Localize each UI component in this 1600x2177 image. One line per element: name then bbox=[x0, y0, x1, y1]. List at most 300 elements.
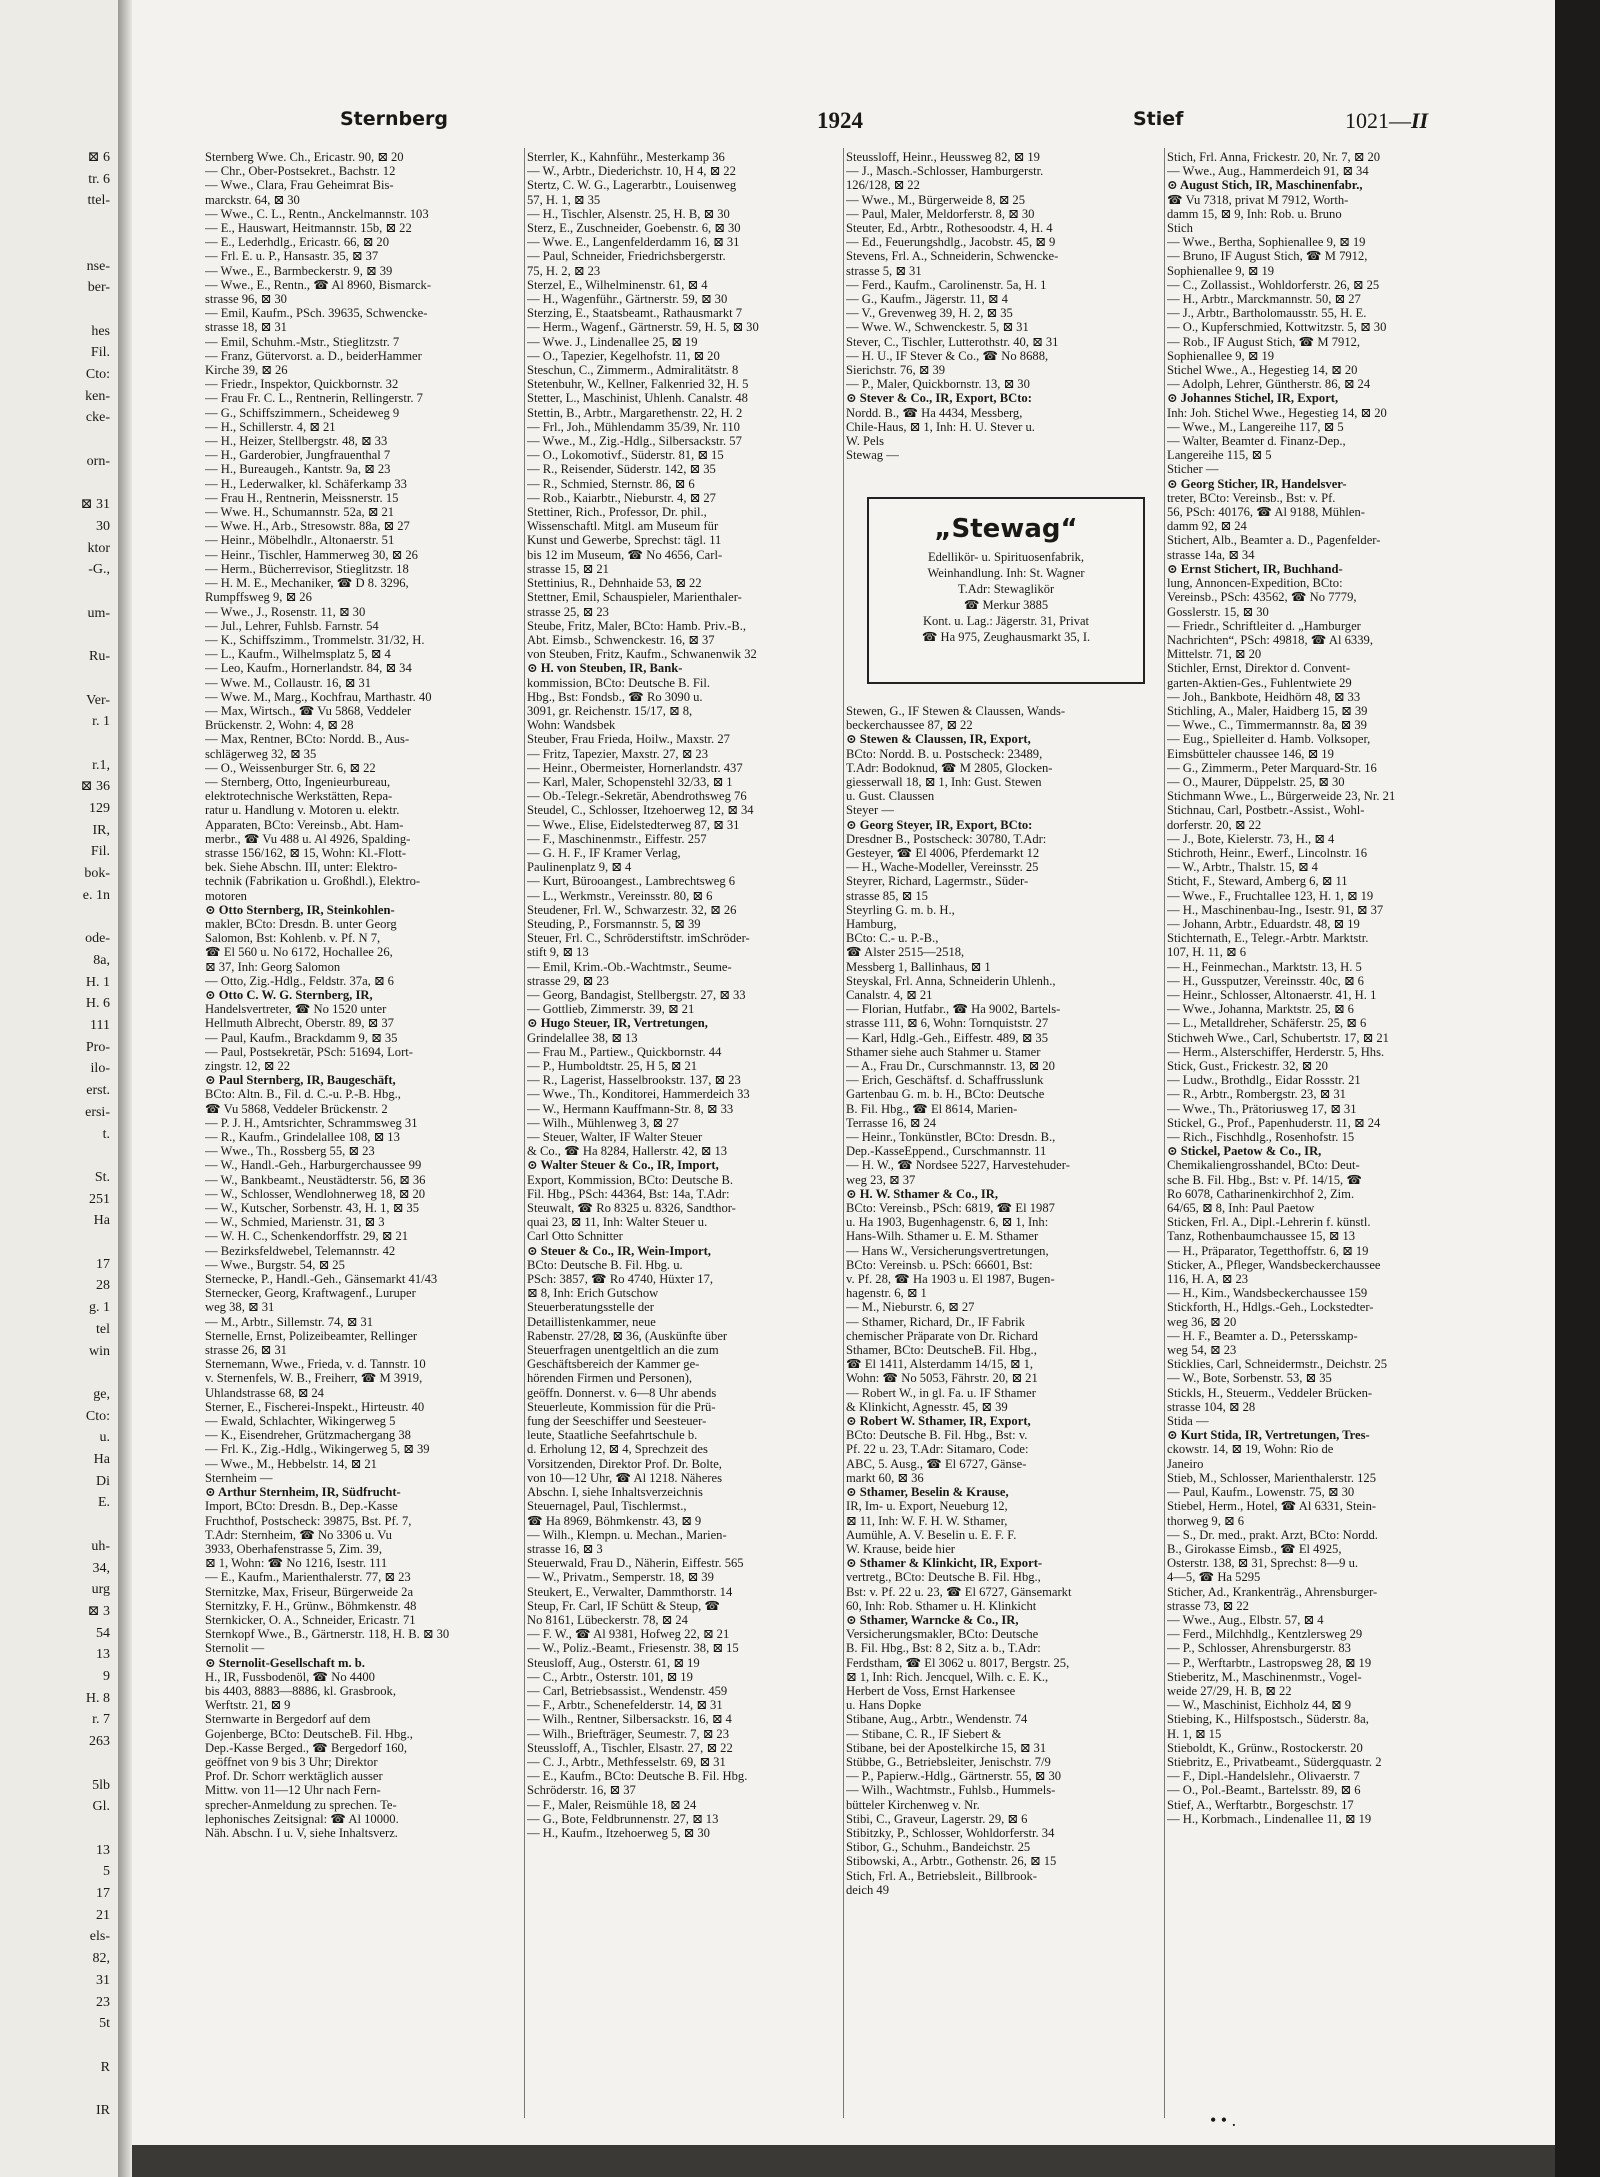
directory-entry: Stickforth, H., Hdlgs.-Geh., Lockstedter- bbox=[1167, 1300, 1374, 1315]
directory-entry: thorweg 9, ⊠ 6 bbox=[1167, 1513, 1245, 1528]
directory-entry: — Ewald, Schlachter, Wikingerweg 5 bbox=[205, 1414, 396, 1429]
directory-entry: Dresdner B., Postscheck: 30780, T.Adr: bbox=[846, 831, 1047, 846]
directory-entry: weg 38, ⊠ 31 bbox=[205, 1300, 275, 1315]
directory-entry: Näh. Abschn. I u. V, siehe Inhaltsverz. bbox=[205, 1825, 398, 1840]
directory-entry: — W., Schmied, Marienstr. 31, ⊠ 3 bbox=[205, 1215, 385, 1230]
previous-page-fragment: Ha bbox=[93, 1213, 110, 1229]
directory-entry: strasse 15, ⊠ 21 bbox=[527, 561, 609, 576]
directory-entry: geöffnet von 9 bis 3 Uhr; Direktor bbox=[205, 1754, 378, 1769]
directory-entry: treter, BCto: Vereinsb., Bst: v. Pf. bbox=[1167, 490, 1336, 505]
directory-entry bbox=[846, 690, 1164, 704]
directory-entry: Stichert, Alb., Beamter a. D., Pagenfelder- bbox=[1167, 533, 1381, 548]
previous-page-fragment: Ru- bbox=[89, 649, 110, 665]
directory-entry: ☎ El 1411, Alsterdamm 14/15, ⊠ 1, bbox=[846, 1357, 1034, 1372]
directory-entry: lephonisches Zeitsignal: ☎ Al 10000. bbox=[205, 1811, 399, 1826]
directory-entry: u. Gust. Claussen bbox=[846, 789, 935, 804]
directory-entry: — O., Pol.-Beamt., Bartelsstr. 89, ⊠ 6 bbox=[1167, 1783, 1361, 1798]
directory-entry: bek. Siehe Abschn. III, unter: Elektro- bbox=[205, 860, 398, 875]
directory-entry: Stettner, Emil, Schauspieler, Marienthaler- bbox=[527, 590, 742, 605]
header-left-name: Sternberg bbox=[340, 108, 449, 130]
directory-entry: — Wwe., E., Barmbeckerstr. 9, ⊠ 39 bbox=[205, 263, 393, 278]
directory-entry: strasse 18, ⊠ 31 bbox=[205, 320, 287, 335]
directory-entry: Steusloff, Aug., Osterstr. 61, ⊠ 19 bbox=[527, 1655, 700, 1670]
directory-entry: Export, Kommission, BCto: Deutsche B. bbox=[527, 1172, 734, 1187]
previous-page-fragment: 17 bbox=[96, 1886, 110, 1901]
previous-page-fragment: 31 bbox=[96, 1972, 110, 1988]
directory-entry: Stichweh Wwe., Carl, Schubertstr. 17, ⊠ 21 bbox=[1167, 1030, 1389, 1045]
directory-entry: Sternemann, Wwe., Frieda, v. d. Tannstr. 10 bbox=[205, 1357, 426, 1372]
directory-entry: — Paul, Schneider, Friedrichsbergerstr. bbox=[527, 249, 726, 264]
directory-entry: — H., Heizer, Stellbergstr. 48, ⊠ 33 bbox=[205, 434, 388, 449]
directory-entry: BCto: C.- u. P.-B., bbox=[846, 931, 939, 946]
directory-entry: — A., Frau Dr., Curschmannstr. 13, ⊠ 20 bbox=[846, 1059, 1055, 1073]
directory-entry: — H., Gussputzer, Vereinsstr. 40c, ⊠ 6 bbox=[1167, 973, 1364, 988]
directory-entry: Apparaten, BCto: Vereinsb., Abt. Ham- bbox=[205, 817, 404, 832]
directory-entry: — O., Maurer, Düppelstr. 25, ⊠ 30 bbox=[1167, 774, 1345, 789]
directory-entry: — R., Kaufm., Grindelallee 108, ⊠ 13 bbox=[205, 1130, 400, 1145]
previous-page-fragment: 5 bbox=[103, 1864, 110, 1880]
directory-entry: Prof. Dr. Schorr werktäglich ausser bbox=[205, 1769, 383, 1784]
directory-entry: Stickls, H., Steuerm., Veddeler Brücken- bbox=[1167, 1385, 1373, 1400]
directory-entry: Sterrler, K., Kahnführ., Mesterkamp 36 bbox=[527, 150, 725, 164]
directory-entry: ⊠ 37, Inh: Georg Salomon bbox=[205, 959, 341, 974]
directory-entry: damm 92, ⊠ 24 bbox=[1167, 519, 1247, 534]
directory-entry: ⊠ 8, Inh: Erich Gutschow bbox=[527, 1286, 659, 1301]
directory-entry: — Kurt, Bürooangest., Lambrechtsweg 6 bbox=[527, 874, 736, 889]
directory-entry: — O., Tapezier, Kegelhofstr. 11, ⊠ 20 bbox=[527, 348, 720, 363]
directory-column-1 bbox=[205, 150, 523, 1840]
directory-entry: lung, Annoncen-Expedition, BCto: bbox=[1167, 576, 1343, 591]
directory-entry: Vereinsb., PSch: 43562, ☎ No 7779, bbox=[1167, 590, 1357, 605]
previous-page-fragment: ken- bbox=[85, 388, 110, 404]
directory-entry: ☎ Alster 2515—2518, bbox=[846, 945, 965, 960]
directory-entry: — Wwe. E., Langenfelderdamm 16, ⊠ 31 bbox=[527, 235, 740, 250]
directory-entry: — H., Kaufm., Itzehoerweg 5, ⊠ 30 bbox=[527, 1825, 710, 1840]
column-rule bbox=[1164, 148, 1165, 2118]
previous-page-fragment: ge, bbox=[93, 1386, 110, 1402]
directory-entry: geöffn. Donnerst. v. 6—8 Uhr abends bbox=[527, 1385, 717, 1400]
directory-entry: Rabenstr. 27/28, ⊠ 36, (Auskünfte über bbox=[527, 1328, 728, 1343]
directory-entry: Hans-Wilh. Sthamer u. E. M. Sthamer bbox=[846, 1229, 1039, 1244]
directory-entry: — Wwe., E., Rentn., ☎ Al 8960, Bismarck- bbox=[205, 277, 432, 292]
directory-entry: Paulinenplatz 9, ⊠ 4 bbox=[527, 860, 632, 875]
directory-entry: strasse 156/162, ⊠ 15, Wohn: Kl.-Flott- bbox=[205, 845, 407, 860]
previous-page-fragment: 34, bbox=[92, 1560, 110, 1576]
directory-entry: Osterstr. 138, ⊠ 31, Sprechst: 8—9 u. bbox=[1167, 1556, 1359, 1571]
directory-entry: Gosslerstr. 15, ⊠ 30 bbox=[1167, 604, 1269, 619]
directory-entry: Schröderstr. 16, ⊠ 37 bbox=[527, 1783, 636, 1798]
directory-entry: ⊙ Otto C. W. G. Sternberg, IR, bbox=[205, 987, 373, 1002]
directory-entry: W. Pels bbox=[846, 434, 885, 449]
directory-entry: motoren bbox=[205, 888, 247, 903]
directory-entry: hörenden Firmen und Personen), bbox=[527, 1371, 693, 1386]
directory-entry: BCto: Deutsche B. Fil. Hbg. u. bbox=[527, 1257, 683, 1272]
directory-entry: ⊙ August Stich, IR, Maschinenfabr., bbox=[1167, 178, 1363, 193]
ad-line: Edellikör- u. Spirituosenfabrik, bbox=[928, 550, 1084, 564]
directory-entry: Inh: Joh. Stichel Wwe., Hegestieg 14, ⊠ 20 bbox=[1167, 405, 1387, 420]
directory-entry: ⊙ Sthamer, Beselin & Krause, bbox=[846, 1485, 1009, 1500]
directory-entry: Stewen, G., IF Stewen & Claussen, Wands- bbox=[846, 703, 1066, 718]
directory-entry: ⊙ Sthamer & Klinkicht, IR, Export- bbox=[846, 1556, 1043, 1571]
directory-entry: Stettiner, Rich., Professor, Dr. phil., bbox=[527, 505, 707, 520]
directory-entry: Sticklies, Carl, Schneidermstr., Deichstr. 25 bbox=[1167, 1357, 1388, 1372]
directory-entry: — G., Kaufm., Jägerstr. 11, ⊠ 4 bbox=[846, 292, 1008, 307]
previous-page-fragment: 54 bbox=[96, 1625, 110, 1641]
directory-entry: damm 15, ⊠ 9, Inh: Rob. u. Bruno bbox=[1167, 206, 1342, 221]
directory-entry: weg 23, ⊠ 37 bbox=[846, 1172, 916, 1187]
directory-entry: Steschun, C., Zimmerm., Admiralitätstr. 8 bbox=[527, 363, 739, 378]
directory-entry: Sternelle, Ernst, Polizeibeamter, Rellinger bbox=[205, 1328, 418, 1343]
directory-entry: Sthamer siehe auch Stahmer u. Stamer bbox=[846, 1044, 1041, 1059]
directory-entry: Sterner, E., Fischerei-Inspekt., Hirteustr. 40 bbox=[205, 1399, 425, 1414]
directory-entry: — H., Maschinenbau-Ing., Isestr. 91, ⊠ 37 bbox=[1167, 902, 1384, 917]
directory-entry: Gojenberge, BCto: DeutscheB. Fil. Hbg., bbox=[205, 1726, 413, 1741]
directory-entry: — Wilh., Rentner, Silbersackstr. 16, ⊠ 4 bbox=[527, 1712, 732, 1727]
directory-entry: — Wwe. M., Marg., Kochfrau, Marthastr. 40 bbox=[205, 689, 432, 704]
directory-entry: Sophienallee 9, ⊠ 19 bbox=[1167, 348, 1275, 363]
directory-entry: v. Sternenfels, W. B., Freiherr, ☎ M 3919, bbox=[205, 1371, 423, 1386]
previous-page-fragment: 13 bbox=[96, 1842, 110, 1858]
directory-entry: Grindelallee 38, ⊠ 13 bbox=[527, 1030, 638, 1045]
directory-entry: ⊙ Otto Sternberg, IR, Steinkohlen- bbox=[205, 902, 395, 917]
directory-entry: — F., Arbtr., Schenefelderstr. 14, ⊠ 31 bbox=[527, 1698, 723, 1713]
directory-entry: — J., Arbtr., Bartholomausstr. 55, H. E. bbox=[1167, 306, 1367, 321]
directory-entry: Sterz, E., Zuschneider, Goebenstr. 6, ⊠ 30 bbox=[527, 221, 741, 236]
directory-entry: — Georg, Bandagist, Stellbergstr. 27, ⊠ 33 bbox=[527, 987, 746, 1002]
previous-page-fragment: 28 bbox=[96, 1278, 110, 1294]
previous-page-fragment: 82, bbox=[92, 1951, 110, 1967]
directory-entry: Stiebritz, E., Privatbeamt., Südergquastr. 2 bbox=[1167, 1754, 1382, 1769]
directory-entry: Wissenschaftl. Mitgl. am Museum für bbox=[527, 519, 719, 534]
directory-entry: — W., Kutscher, Sorbenstr. 43, H. 1, ⊠ 35 bbox=[205, 1201, 419, 1216]
directory-entry: Mittelstr. 71, ⊠ 20 bbox=[1167, 647, 1262, 662]
directory-entry: 64/65, ⊠ 8, Inh: Paul Paetow bbox=[1167, 1201, 1315, 1216]
previous-page-edge bbox=[0, 0, 118, 2177]
directory-entry: — Wwe., Johanna, Marktstr. 25, ⊠ 6 bbox=[1167, 1002, 1354, 1017]
directory-entry: — Paul, Kaufm., Lowenstr. 75, ⊠ 30 bbox=[1167, 1485, 1355, 1500]
directory-entry: — P., Humboldtstr. 25, H 5, ⊠ 21 bbox=[527, 1059, 698, 1073]
directory-entry: — R., Reisender, Süderstr. 142, ⊠ 35 bbox=[527, 462, 716, 477]
directory-entry: — W., Bote, Sorbenstr. 53, ⊠ 35 bbox=[1167, 1371, 1332, 1386]
directory-entry: — Karl, Maler, Schopenstehl 32/33, ⊠ 1 bbox=[527, 774, 733, 789]
directory-entry: 3091, gr. Reichenstr. 15/17, ⊠ 8, bbox=[527, 703, 693, 718]
directory-entry: — Wwe., M., Zig.-Hdlg., Silbersackstr. 57 bbox=[527, 434, 742, 449]
previous-page-fragment: um- bbox=[87, 605, 110, 621]
directory-entry: — Wilh., Briefträger, Seumestr. 7, ⊠ 23 bbox=[527, 1726, 730, 1741]
directory-entry: ratur u. Handlung v. Motoren u. elektr. bbox=[205, 803, 400, 818]
directory-entry: elektrotechnische Werkstätten, Repa- bbox=[205, 789, 393, 804]
directory-entry: — Herm., Wagenf., Gärtnerstr. 59, H. 5, ⊠ 30 bbox=[527, 320, 759, 335]
previous-page-fragment: ktor bbox=[87, 540, 110, 556]
previous-page-fragment: Cto: bbox=[85, 367, 110, 382]
previous-page-fragment: Fil. bbox=[90, 844, 110, 860]
directory-entry: Stettin, B., Arbtr., Margarethenstr. 22, H. 2 bbox=[527, 405, 743, 420]
previous-page-fragment: ber- bbox=[87, 280, 110, 296]
directory-entry: B. Fil. Hbg., Bst: 8 2, Sitz a. b., T.Adr: bbox=[846, 1641, 1041, 1656]
directory-entry: Sternkopf Wwe., B., Gärtnerstr. 118, H. B. ⊠ 30 bbox=[205, 1627, 450, 1642]
directory-entry: chemischer Präparate von Dr. Richard bbox=[846, 1328, 1038, 1343]
directory-entry: — Jul., Lehrer, Fuhlsb. Farnstr. 54 bbox=[205, 618, 379, 633]
directory-entry: — Eug., Spielleiter d. Hamb. Volksoper, bbox=[1167, 732, 1371, 747]
directory-entry: — Wwe., Th., Konditorei, Hammerdeich 33 bbox=[527, 1087, 750, 1102]
ad-line: ☎ Ha 975, Zeughausmarkt 35, I. bbox=[921, 630, 1091, 644]
scan-edge bbox=[1555, 0, 1600, 2177]
previous-page-fragment: Di bbox=[96, 1473, 110, 1489]
directory-entry: BCto: Altn. B., Fil. d. C.-u. P.-B. Hbg., bbox=[205, 1087, 401, 1102]
ad-title: „Stewag“ bbox=[934, 514, 1078, 544]
directory-entry: 126/128, ⊠ 22 bbox=[846, 178, 920, 193]
directory-entry: — Emil, Krim.-Ob.-Wachtmstr., Seume- bbox=[527, 959, 732, 974]
previous-page-fragment: E. bbox=[97, 1495, 110, 1511]
directory-entry: — Wwe., M., Langereihe 117, ⊠ 5 bbox=[1167, 419, 1344, 434]
directory-entry: — G. H. F., IF Kramer Verlag, bbox=[527, 845, 681, 860]
directory-entry: — Robert W., in gl. Fa. u. IF Sthamer bbox=[846, 1385, 1036, 1400]
directory-entry: strasse 14a, ⊠ 34 bbox=[1167, 547, 1255, 562]
directory-entry: — W., Schlosser, Wendlohnerweg 18, ⊠ 20 bbox=[205, 1186, 426, 1201]
directory-entry: Stichnau, Carl, Postbetr.-Assist., Wohl- bbox=[1167, 803, 1365, 818]
directory-entry: — Paul, Kaufm., Brackdamm 9, ⊠ 35 bbox=[205, 1030, 398, 1045]
directory-entry: Sternecke, P., Handl.-Geh., Gänsemarkt 41/43 bbox=[205, 1272, 438, 1287]
directory-entry: — H., Arbtr., Marckmannstr. 50, ⊠ 27 bbox=[1167, 292, 1361, 307]
previous-page-fragment: 23 bbox=[96, 1994, 110, 2010]
directory-entry: — E., Lederhdlg., Ericastr. 66, ⊠ 20 bbox=[205, 235, 390, 250]
directory-entry: T.Adr: Bodoknud, ☎ M 2805, Glocken- bbox=[846, 760, 1053, 775]
directory-entry: Stichel Wwe., A., Hegestieg 14, ⊠ 20 bbox=[1167, 363, 1358, 378]
directory-entry: — Heinr., Tonkünstler, BCto: Dresdn. B., bbox=[846, 1130, 1056, 1145]
directory-entry: Sternitzky, F. H., Grünw., Böhmkenstr. 48 bbox=[205, 1598, 417, 1613]
directory-entry: — Wwe., Th., Rossberg 55, ⊠ 23 bbox=[205, 1144, 375, 1159]
previous-page-fragment: R bbox=[100, 2059, 110, 2075]
directory-entry: — Wwe. H., Arb., Stresowstr. 88a, ⊠ 27 bbox=[205, 519, 410, 534]
directory-entry: PSch: 3857, ☎ Ro 4740, Hüxter 17, bbox=[527, 1272, 714, 1287]
directory-entry: — G., Zimmerm., Peter Marquard-Str. 16 bbox=[1167, 760, 1377, 775]
directory-entry: Stübbe, G., Betriebsleiter, Jenischstr. 7/9 bbox=[846, 1754, 1051, 1769]
directory-entry: Wohn: ☎ No 5053, Fährstr. 20, ⊠ 21 bbox=[846, 1371, 1038, 1386]
previous-page-fragment: Ver- bbox=[86, 692, 110, 708]
directory-entry: bis 12 im Museum, ☎ No 4656, Carl- bbox=[527, 547, 723, 562]
directory-entry: Sternheim — bbox=[205, 1470, 273, 1485]
previous-page-fragment: H. 8 bbox=[85, 1690, 110, 1706]
directory-entry: — W., Maschinist, Eichholz 44, ⊠ 9 bbox=[1167, 1698, 1352, 1713]
previous-page-fragment: H. 6 bbox=[85, 996, 110, 1012]
directory-entry: 4—5, ☎ Ha 5295 bbox=[1167, 1570, 1261, 1585]
directory-entry: — R., Arbtr., Rombergstr. 23, ⊠ 31 bbox=[1167, 1087, 1346, 1102]
directory-entry: — Adolph, Lehrer, Güntherstr. 86, ⊠ 24 bbox=[1167, 377, 1371, 392]
directory-entry: W. Krause, beide hier bbox=[846, 1541, 955, 1556]
directory-entry: Fil. Hbg., PSch: 44364, Bst: 14a, T.Adr: bbox=[527, 1186, 730, 1201]
directory-entry: — Ferd., Kaufm., Carolinenstr. 5a, H. 1 bbox=[846, 277, 1047, 292]
directory-entry: strasse 104, ⊠ 28 bbox=[1167, 1399, 1256, 1414]
directory-entry: ⊙ Ernst Stichert, IR, Buchhand- bbox=[1167, 561, 1343, 576]
header-page-number: 1021—II bbox=[1345, 108, 1429, 133]
directory-entry: — S., Dr. med., prakt. Arzt, BCto: Nordd. bbox=[1167, 1527, 1378, 1542]
previous-page-fragment: g. 1 bbox=[89, 1300, 110, 1316]
directory-column-3 bbox=[846, 150, 1164, 1897]
directory-entry: ckowstr. 14, ⊠ 19, Wohn: Rio de bbox=[1167, 1442, 1334, 1457]
directory-entry: leute, Staatliche Seefahrtschule b. bbox=[527, 1428, 698, 1443]
directory-entry: ⊙ Robert W. Sthamer, IR, Export, bbox=[846, 1414, 1031, 1429]
stewag-advertisement bbox=[867, 497, 1145, 684]
directory-entry: 116, H. A, ⊠ 23 bbox=[1167, 1272, 1249, 1287]
directory-entry: von Steuben, Fritz, Kaufm., Schwanenwik 32 bbox=[527, 647, 757, 662]
directory-entry: ⊙ Steuer & Co., IR, Wein-Import, bbox=[527, 1243, 711, 1258]
previous-page-fragment: 251 bbox=[89, 1191, 110, 1207]
directory-entry: — Frl. E. u. P., Hansastr. 35, ⊠ 37 bbox=[205, 249, 379, 264]
directory-entry: — Ob.-Telegr.-Sekretär, Abendrothsweg 76 bbox=[527, 789, 747, 804]
directory-entry: — L., Kaufm., Wilhelmsplatz 5, ⊠ 4 bbox=[205, 647, 391, 662]
directory-entry: — Wilh., Wachtmstr., Fuhlsb., Hummels- bbox=[846, 1783, 1056, 1798]
directory-entry: schlägerweg 32, ⊠ 35 bbox=[205, 746, 317, 761]
directory-entry: — H., Lederwalker, kl. Schäferkamp 33 bbox=[205, 476, 407, 491]
directory-entry: strasse 26, ⊠ 31 bbox=[205, 1343, 287, 1358]
directory-entry: — F., Maler, Reismühle 18, ⊠ 24 bbox=[527, 1797, 697, 1812]
directory-entry: Hbg., Bst: Fondsb., ☎ Ro 3090 u. bbox=[527, 689, 703, 704]
directory-entry: Steussloff, A., Tischler, Elsastr. 27, ⊠ 22 bbox=[527, 1740, 733, 1755]
directory-entry: IR, Im- u. Export, Neueburg 12, bbox=[846, 1499, 1008, 1514]
previous-page-fragment: 30 bbox=[96, 518, 110, 534]
previous-page-fragment: t. bbox=[102, 1126, 110, 1142]
previous-page-fragment: urg bbox=[91, 1582, 110, 1598]
previous-page-fragment: erst. bbox=[86, 1083, 110, 1099]
directory-entry: — Walter, Beamter d. Finanz-Dep., bbox=[1167, 434, 1346, 449]
directory-entry bbox=[846, 462, 1164, 476]
directory-entry: — Frau Fr. C. L., Rentnerin, Rellingerstr. 7 bbox=[205, 391, 423, 406]
directory-entry: — Gottlieb, Zimmerstr. 39, ⊠ 21 bbox=[527, 1002, 695, 1017]
directory-entry: ⊙ H. von Steuben, IR, Bank- bbox=[527, 661, 683, 676]
directory-entry: Sticken, Frl. A., Dipl.-Lehrerin f. künstl. bbox=[1167, 1215, 1371, 1230]
directory-entry: Wohn: Wandsbek bbox=[527, 718, 616, 733]
directory-entry: — C., Zollassist., Wohldorferstr. 26, ⊠ 25 bbox=[1167, 277, 1380, 292]
directory-entry: — Heinr., Schlosser, Altonaerstr. 41, H. 1 bbox=[1167, 987, 1377, 1002]
directory-entry: — G., Bote, Feldbrunnenstr. 27, ⊠ 13 bbox=[527, 1811, 719, 1826]
directory-entry: Sterzel, E., Wilhelminenstr. 61, ⊠ 4 bbox=[527, 277, 708, 292]
directory-entry bbox=[846, 477, 1164, 491]
directory-entry: beckerchaussee 87, ⊠ 22 bbox=[846, 718, 973, 733]
previous-page-fragment: Fil. bbox=[90, 345, 110, 361]
directory-entry: hagenstr. 6, ⊠ 1 bbox=[846, 1286, 927, 1301]
directory-entry: Janeiro bbox=[1167, 1456, 1204, 1471]
directory-entry: — Frau M., Partiew., Quickbornstr. 44 bbox=[527, 1044, 722, 1059]
directory-entry: Steuerberatungsstelle der bbox=[527, 1300, 654, 1315]
directory-entry: weide 27/29, H. B, ⊠ 22 bbox=[1167, 1683, 1292, 1698]
ad-line: ☎ Merkur 3885 bbox=[963, 598, 1049, 612]
directory-entry: 60, Inh: Rob. Sthamer u. H. Klinkicht bbox=[846, 1598, 1037, 1613]
directory-entry: — L., Metalldreher, Schäferstr. 25, ⊠ 6 bbox=[1167, 1016, 1367, 1031]
directory-entry: — L., Werkmstr., Vereinsstr. 80, ⊠ 6 bbox=[527, 888, 713, 903]
directory-entry: — Wwe., C., Timmermannstr. 8a, ⊠ 39 bbox=[1167, 718, 1367, 733]
directory-entry: Stick, Gust., Frickestr. 32, ⊠ 20 bbox=[1167, 1059, 1328, 1073]
directory-entry: — W., Bankbeamt., Neustädterstr. 56, ⊠ 36 bbox=[205, 1172, 426, 1187]
previous-page-fragment: cke- bbox=[85, 410, 110, 426]
directory-entry: Nordd. B., ☎ Ha 4434, Messberg, bbox=[846, 405, 1023, 420]
directory-entry: Stich, Frl. A., Betriebsleit., Billbrook- bbox=[846, 1868, 1037, 1883]
directory-entry: ☎ El 560 u. No 6172, Hochallee 26, bbox=[205, 945, 393, 960]
directory-entry: Steuernagel, Paul, Tischlermst., bbox=[527, 1499, 687, 1514]
directory-entry: dorferstr. 20, ⊠ 22 bbox=[1167, 817, 1262, 832]
directory-entry: Stieberitz, M., Maschinenmstr., Vogel- bbox=[1167, 1669, 1362, 1684]
directory-entry: strasse 29, ⊠ 23 bbox=[527, 973, 609, 988]
directory-entry: Messberg 1, Ballinhaus, ⊠ 1 bbox=[846, 959, 991, 974]
directory-entry: ⊙ Georg Sticher, IR, Handelsver- bbox=[1167, 476, 1347, 491]
directory-entry: Stever, C., Tischler, Lutterothstr. 40, ⊠ 31 bbox=[846, 334, 1059, 349]
directory-entry: ⊙ H. W. Sthamer & Co., IR, bbox=[846, 1186, 999, 1201]
directory-entry: — H. M. E., Mechaniker, ☎ D 8. 3296, bbox=[205, 576, 409, 591]
directory-entry: — Max, Wirtsch., ☎ Vu 5868, Veddeler bbox=[205, 703, 412, 718]
directory-entry: — Wwe., C. L., Rentn., Anckelmannstr. 103 bbox=[205, 206, 429, 221]
directory-entry: Pf. 22 u. 23, T.Adr: Sitamaro, Code: bbox=[846, 1442, 1029, 1457]
directory-entry: Terrasse 16, ⊠ 24 bbox=[846, 1115, 937, 1130]
directory-entry: stift 9, ⊠ 13 bbox=[527, 945, 589, 960]
directory-entry: Steudener, Frl. W., Schwarzestr. 32, ⊠ 26 bbox=[527, 902, 737, 917]
directory-entry: ☎ Ha 8969, Böhmkenstr. 43, ⊠ 9 bbox=[527, 1513, 702, 1528]
directory-entry: v. Pf. 28, ☎ Ha 1903 u. El 1987, Bugen- bbox=[846, 1272, 1055, 1287]
directory-entry: — Steuer, Walter, IF Walter Steuer bbox=[527, 1130, 703, 1145]
directory-entry: — M., Nieburstr. 6, ⊠ 27 bbox=[846, 1300, 975, 1315]
directory-entry: Stevens, Frl. A., Schneiderin, Schwencke- bbox=[846, 249, 1059, 264]
directory-entry: Stibor, G., Schuhm., Bandeichstr. 25 bbox=[846, 1840, 1031, 1855]
directory-entry: Steuber, Frau Frieda, Hoilw., Maxstr. 27 bbox=[527, 732, 730, 747]
directory-entry: B., Girokasse Eimsb., ☎ El 4925, bbox=[1167, 1541, 1342, 1556]
directory-entry: ⊠ 1, Wohn: ☎ No 1216, Isestr. 111 bbox=[205, 1556, 388, 1571]
directory-entry: — H. W., ☎ Nordsee 5227, Harvestehuder- bbox=[846, 1158, 1070, 1173]
directory-entry: Steuer, Frl. C., Schröderstiftstr. imSchröder- bbox=[527, 931, 750, 946]
previous-page-fragment: orn- bbox=[86, 453, 110, 469]
directory-entry: ABC, 5. Ausg., ☎ El 6727, Gänse- bbox=[846, 1456, 1027, 1471]
directory-entry: vertretg., BCto: Deutsche B. Fil. Hbg., bbox=[846, 1570, 1041, 1585]
directory-entry: — H., Garderobier, Jungfrauenthal 7 bbox=[205, 448, 391, 463]
ad-line: Weinhandlung. Inh: St. Wagner bbox=[927, 566, 1085, 580]
directory-entry: Steudel, C., Schlosser, Itzehoerweg 12, ⊠ 34 bbox=[527, 803, 754, 818]
previous-page-fragment: -G., bbox=[88, 562, 110, 578]
directory-entry: — H., Kim., Wandsbeckerchaussee 159 bbox=[1167, 1286, 1368, 1301]
previous-page-fragment: ⊠ 6 bbox=[87, 150, 110, 165]
directory-entry: — H. F., Beamter a. D., Petersskamp- bbox=[1167, 1328, 1358, 1343]
directory-entry: — Wilh., Mühlenweg 3, ⊠ 27 bbox=[527, 1115, 679, 1130]
previous-page-fragment: Cto: bbox=[85, 1408, 110, 1424]
previous-page-fragment: nse- bbox=[86, 258, 110, 274]
directory-entry: Stichmann Wwe., L., Bürgerweide 23, Nr. 21 bbox=[1167, 789, 1396, 804]
directory-entry: Nachrichten“, PSch: 49818, ☎ Al 6339, bbox=[1167, 632, 1373, 647]
directory-entry: Stibane, Aug., Arbtr., Wendenstr. 74 bbox=[846, 1712, 1028, 1727]
directory-entry: garten-Aktien-Ges., Fuhlentwiete 29 bbox=[1167, 675, 1352, 690]
previous-page-fragment: e. 1n bbox=[82, 887, 110, 903]
directory-entry: 3933, Oberhafenstrasse 5, Zim. 39, bbox=[205, 1541, 382, 1556]
previous-page-fragment: ⊠ 36 bbox=[80, 779, 110, 795]
directory-entry: sprecher-Anmeldung zu sprechen. Te- bbox=[205, 1797, 397, 1812]
footer-marks: • • . bbox=[1210, 2110, 1237, 2130]
previous-page-fragment: ttel- bbox=[87, 193, 110, 209]
directory-entry: — Herm., Alsterschiffer, Herderstr. 5, Hhs. bbox=[1167, 1044, 1385, 1059]
directory-entry: ☎ Vu 7318, privat M 7912, Worth- bbox=[1167, 192, 1349, 207]
directory-entry: Stichling, A., Maler, Haidberg 15, ⊠ 39 bbox=[1167, 703, 1368, 718]
directory-entry: — R., Lagerist, Hasselbrookstr. 137, ⊠ 23 bbox=[527, 1073, 741, 1088]
previous-page-fragment: St. bbox=[94, 1169, 110, 1185]
previous-page-fragment: Ha bbox=[93, 1452, 110, 1467]
directory-entry: H., IR, Fussbodenöl, ☎ No 4400 bbox=[205, 1669, 375, 1684]
scan-border bbox=[132, 2145, 1600, 2177]
directory-entry: — Wwe., M., Hebbelstr. 14, ⊠ 21 bbox=[205, 1456, 377, 1471]
directory-entry: — P., Werftarbtr., Lastropsweg 28, ⊠ 19 bbox=[1167, 1655, 1372, 1670]
directory-entry: Steuter, Ed., Arbtr., Rothesoodstr. 4, H. 4 bbox=[846, 221, 1053, 236]
directory-entry: Stichler, Ernst, Direktor d. Convent- bbox=[1167, 661, 1351, 676]
directory-entry: — Bezirksfeldwebel, Telemannstr. 42 bbox=[205, 1243, 396, 1258]
directory-entry: — Herm., Bücherrevisor, Stieglitzstr. 18 bbox=[205, 561, 409, 576]
directory-entry: strasse 111, ⊠ 6, Wohn: Tornquiststr. 27 bbox=[846, 1016, 1049, 1031]
directory-entry: Kirche 39, ⊠ 26 bbox=[205, 363, 288, 378]
directory-entry: — W., Handl.-Geh., Harburgerchaussee 99 bbox=[205, 1158, 422, 1173]
directory-entry: — Frau H., Rentnerin, Meissnerstr. 15 bbox=[205, 490, 399, 505]
directory-entry: strasse 16, ⊠ 3 bbox=[527, 1541, 603, 1556]
